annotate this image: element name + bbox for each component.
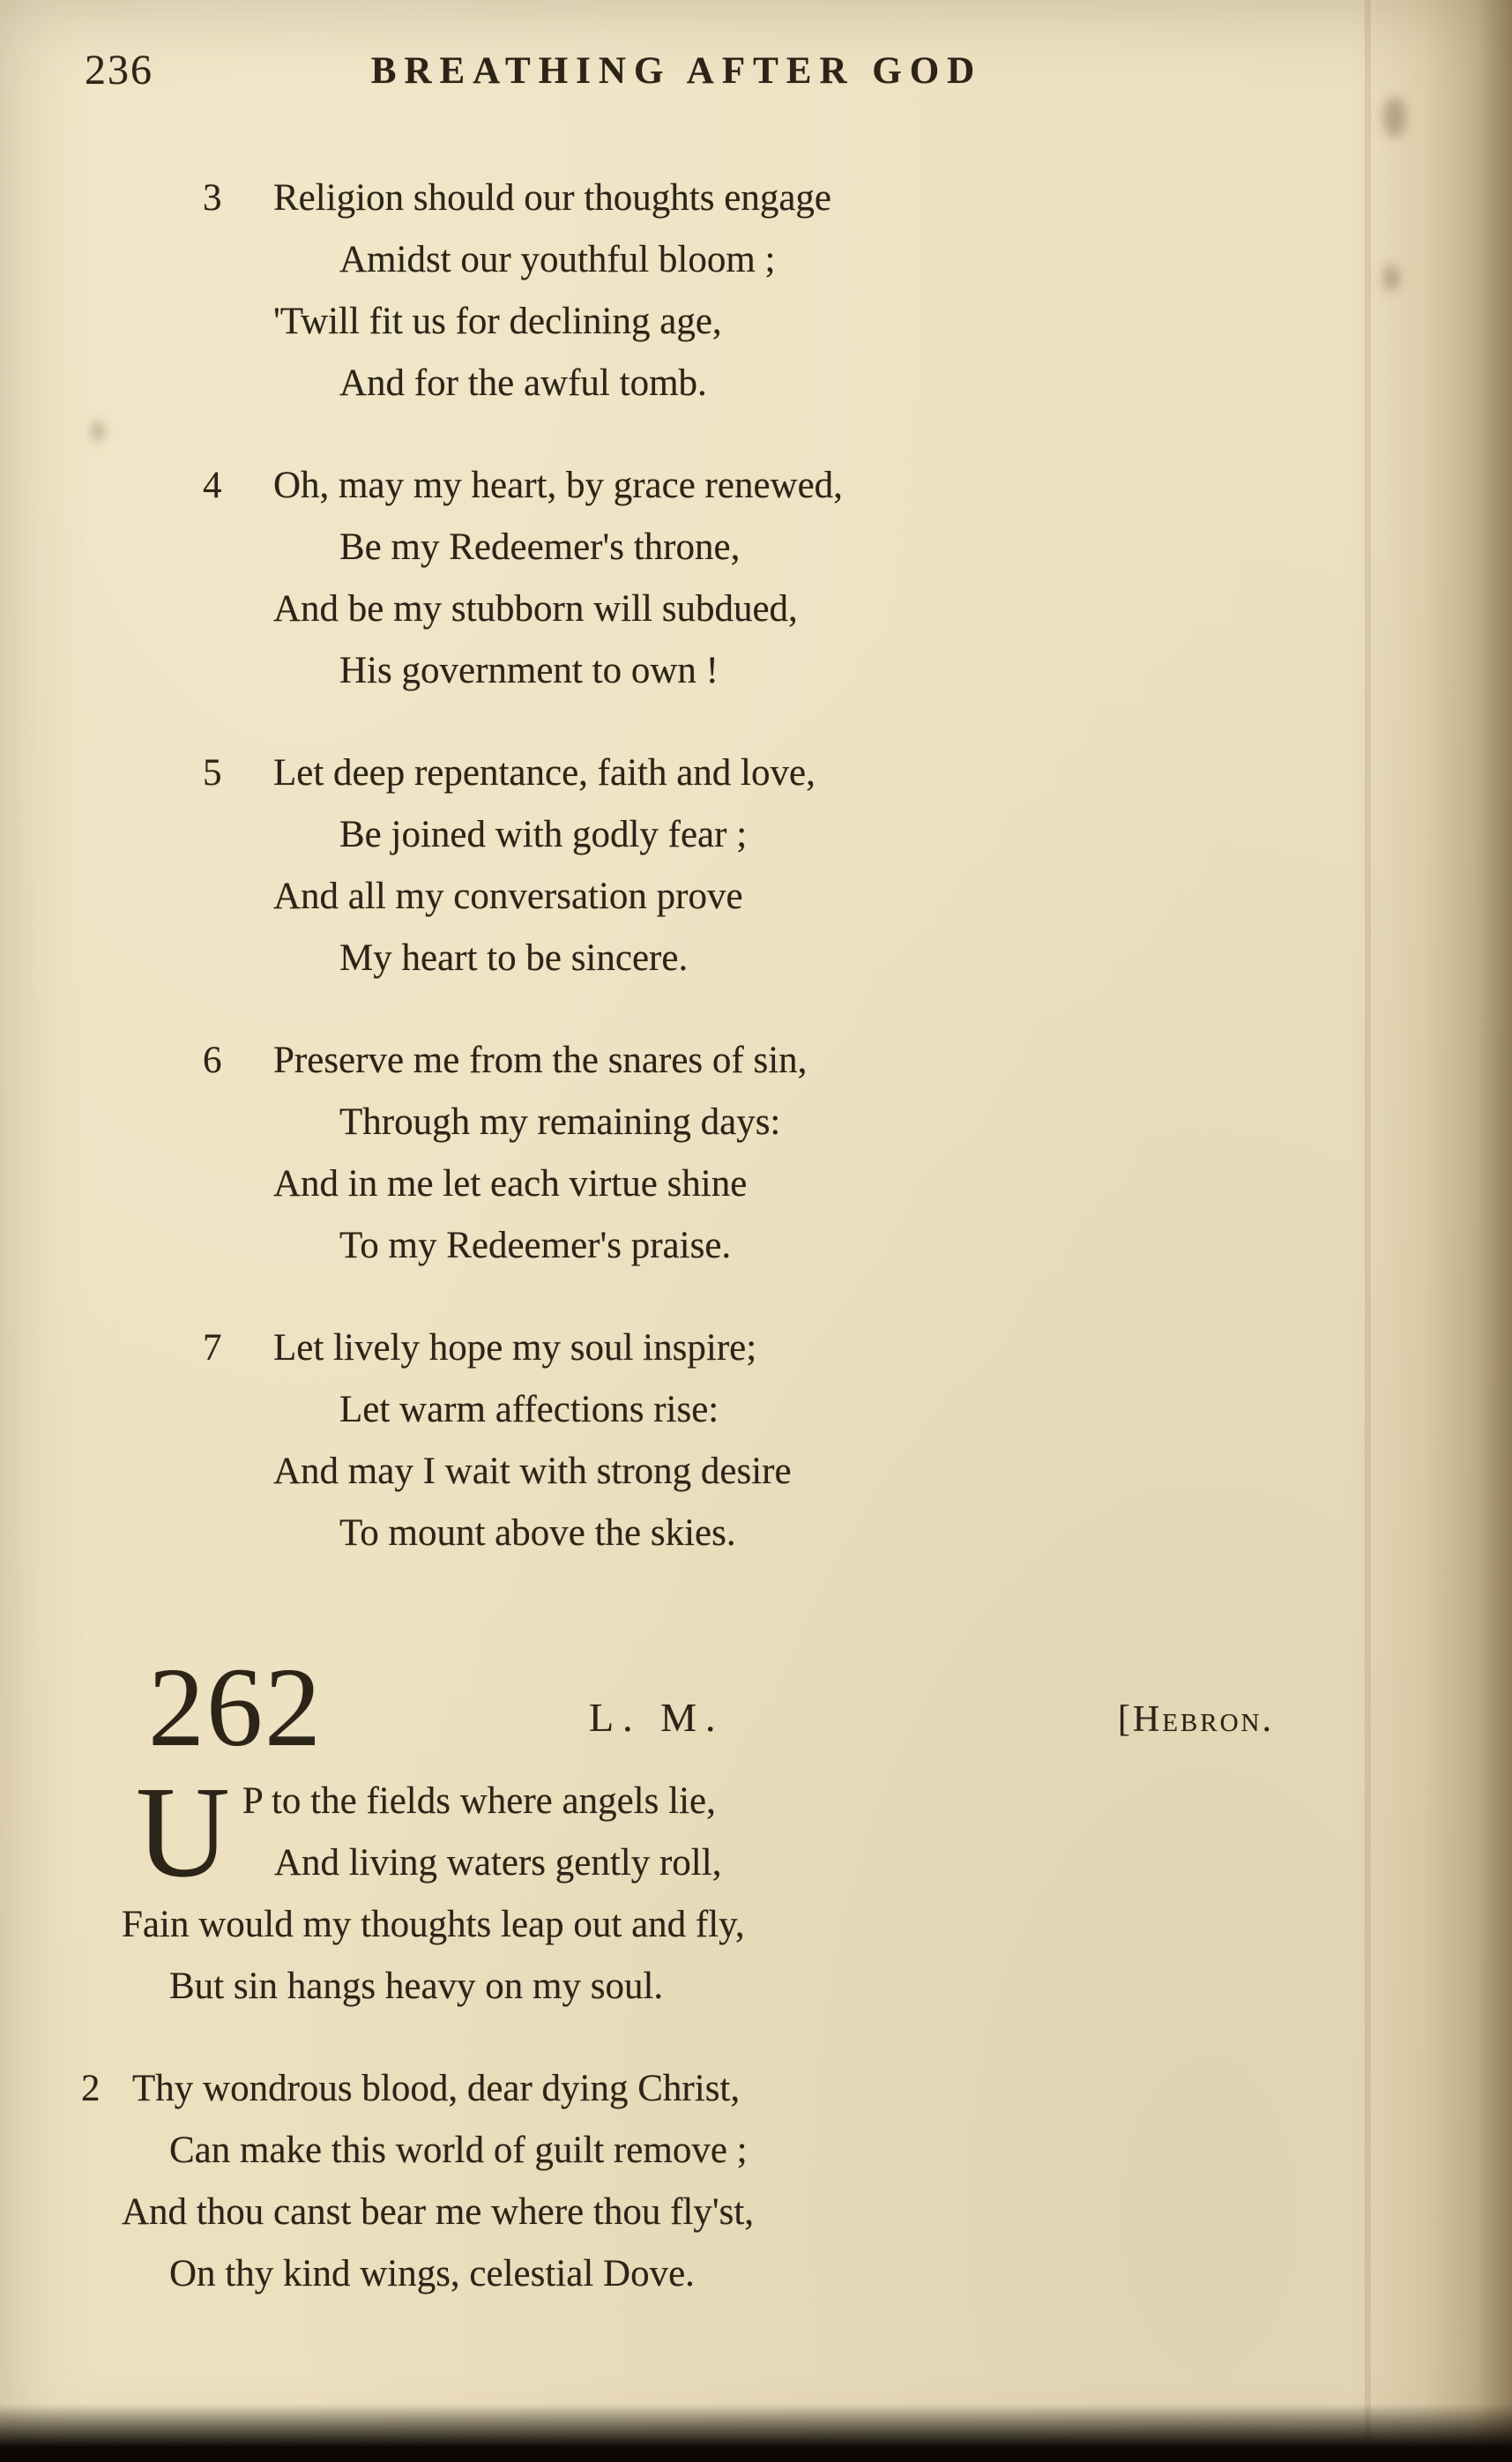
verse-line: To my Redeemer's praise.	[339, 1225, 732, 1266]
verse-line: Through my remaining days:	[339, 1101, 781, 1143]
scan-bottom-dark-edge	[0, 2404, 1512, 2462]
verse-line: And in me let each virtue shine	[273, 1163, 748, 1205]
verse-line: But sin hangs heavy on my soul.	[169, 1966, 664, 2007]
verse-line-text: Religion should our thoughts engage	[273, 177, 831, 219]
verse-line: And for the awful tomb.	[339, 362, 707, 404]
verse-4	[132, 455, 1274, 702]
verse-line: And thou canst bear me where thou fly'st,	[122, 2191, 755, 2233]
verse-line: His government to own !	[339, 650, 719, 691]
verse-number: 4	[203, 465, 222, 506]
verse-line: Can make this world of guilt remove ;	[169, 2130, 748, 2171]
verse-line: And all my conversation prove	[273, 876, 743, 917]
verse-line: On thy kind wings, celestial Dove.	[169, 2253, 695, 2294]
verse-line-text: Let lively hope my soul inspire;	[273, 1327, 757, 1369]
verse-line: P to the fields where angels lie,	[242, 1780, 716, 1822]
verse-line-text: Preserve me from the snares of sin,	[273, 1040, 808, 1081]
hymn-262	[81, 1615, 1274, 2305]
verse-line: Let warm affections rise:	[339, 1389, 719, 1430]
verse-number: 6	[203, 1040, 222, 1081]
verse-line: Amidst our youthful bloom ;	[339, 239, 776, 280]
verse-number: 5	[203, 752, 222, 794]
running-header-title: BREATHING AFTER GOD	[370, 50, 983, 92]
continued-hymn-verses	[132, 168, 1274, 1564]
verse-3	[132, 168, 1274, 414]
verse-number: 3	[203, 177, 222, 219]
page-number: 236	[85, 47, 153, 93]
verse-line	[203, 1317, 1274, 1379]
verse-number: 2	[81, 2068, 101, 2109]
verse-7	[132, 1317, 1274, 1564]
verse-line-text: Thy wondrous blood, dear dying Christ,	[132, 2068, 741, 2109]
verse-line	[203, 742, 1274, 804]
verse-line: Be my Redeemer's throne,	[339, 526, 741, 568]
verse-line-text: Let deep repentance, faith and love,	[273, 752, 816, 794]
hymn-verse-1	[122, 1760, 1274, 2018]
hymn-number: 262	[148, 1645, 323, 1770]
verse-line: Be joined with godly fear ;	[339, 814, 748, 855]
verse-line	[203, 168, 1274, 229]
verse-line: To mount above the skies.	[339, 1512, 736, 1554]
verse-line	[203, 1030, 1274, 1092]
hymn-tune-name: [Hebron.	[1117, 1699, 1274, 1740]
verse-line	[203, 455, 1274, 517]
verse-line: And living waters gently roll,	[273, 1842, 722, 1884]
dropcap-lines	[132, 1760, 1274, 1905]
hymn-verse-2	[81, 2058, 1274, 2305]
page-header	[0, 0, 1512, 152]
verse-number: 7	[203, 1327, 222, 1369]
verse-line	[81, 2058, 1274, 2120]
verse-line-text: Oh, may my heart, by grace renewed,	[273, 465, 843, 506]
hymn-meter: L. M.	[589, 1695, 725, 1740]
verse-line: 'Twill fit us for declining age,	[273, 301, 722, 342]
verse-line: And be my stubborn will subdued,	[273, 588, 798, 630]
hymn-text-block	[0, 152, 1512, 2305]
verse-line: My heart to be sincere.	[339, 937, 689, 979]
dropcap-letter: U	[136, 1760, 230, 1905]
verse-line: Fain would my thoughts leap out and fly,	[122, 1904, 745, 1945]
verse-5	[132, 742, 1274, 989]
hymn-heading	[132, 1615, 1274, 1770]
verse-6	[132, 1030, 1274, 1277]
verse-line: And may I wait with strong desire	[273, 1451, 792, 1492]
